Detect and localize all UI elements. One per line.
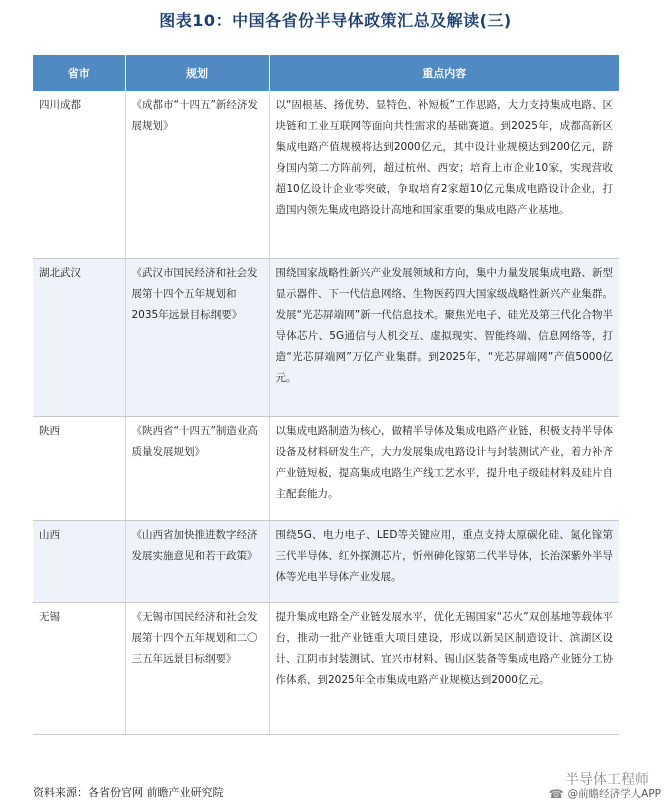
table-row <box>33 602 619 734</box>
cell-plan: 《无锡市国民经济和社会发展第十四个五年规划和二〇三五年远景目标纲要》 <box>125 602 269 734</box>
cell-province: 四川成都 <box>33 91 125 258</box>
cell-content: 以“固根基、扬优势、显特色、补短板”工作思路，大力支持集成电路、区块链和工业互联网等面向共性需求的基础赛道。到2025年，成都高新区集成电路产值规模将达到2000亿元，其中设计业规模达到200亿元，跻身国内第二方阵前列，超过杭州、西安；培育上市企业10家，实现营收超10亿设计企业零突破，争取培育2家超10亿元集成电路设计企业，打造国内领先集成电路设计高地和国家重要的集成电路产业基地。 <box>269 91 619 258</box>
table-row <box>33 258 619 416</box>
table-row <box>33 416 619 520</box>
cell-plan: 《成都市“十四五”新经济发展规划》 <box>125 91 269 258</box>
wechat-icon: ☎ <box>548 786 564 801</box>
chart-title: 图表10：中国各省份半导体政策汇总及解读(三) <box>159 11 512 30</box>
source-note: 资料来源：各省份官网 前瞻产业研究院 <box>33 786 224 799</box>
cell-content: 围绕5G、电力电子、LED等关键应用，重点支持太原碳化硅、氮化镓第三代半导体、红外探测芯片，忻州砷化镓第二代半导体，长治深紫外半导体等光电半导体产业发展。 <box>269 520 619 602</box>
cell-content: 提升集成电路全产业链发展水平，优化无锡国家“芯火”双创基地等载体平台，推动一批产业链重大项目建设，形成以新吴区制造设计、滨湖区设计、江阴市封装测试、宜兴市材料、锡山区装备等集成电路产业链分工协作体系，到2025年全市集成电路产业规模达到2000亿元。 <box>269 602 619 734</box>
header-content: 重点内容 <box>269 55 619 91</box>
cell-plan: 《武汉市国民经济和社会发展第十四个五年规划和2035年远景目标纲要》 <box>125 258 269 416</box>
cell-province: 山西 <box>33 520 125 602</box>
cell-province: 湖北武汉 <box>33 258 125 416</box>
cell-plan: 《陕西省“十四五”制造业高质量发展规划》 <box>125 416 269 520</box>
header-plan: 规划 <box>125 55 269 91</box>
table-header-row <box>33 55 619 91</box>
table-row <box>33 520 619 602</box>
cell-province: 陕西 <box>33 416 125 520</box>
cell-content: 围绕国家战略性新兴产业发展领域和方向，集中力量发展集成电路、新型显示器件、下一代信息网络、生物医药四大国家级战略性新兴产业集群。发展“光芯屏端网”新一代信息技术。聚焦光电子、硅光及第三代化合物半导体芯片、5G通信与人机交互、虚拟现实、智能终端、信息网络等，打造“光芯屏端网”万亿产业集群。到2025年，“光芯屏端网”产值5000亿元。 <box>269 258 619 416</box>
cell-province: 无锡 <box>33 602 125 734</box>
policy-table <box>33 55 619 735</box>
header-province: 省市 <box>33 55 125 91</box>
cell-content: 以集成电路制造为核心，做精半导体及集成电路产业链，积极支持半导体设备及材料研发生产，大力发展集成电路设计与封装测试产业，着力补齐产业链短板，提高集成电路生产线工艺水平，提升电子级硅材料及硅片自主配套能力。 <box>269 416 619 520</box>
brand-name: 半导体工程师 <box>565 772 649 788</box>
cell-plan: 《山西省加快推进数字经济发展实施意见和若干政策》 <box>125 520 269 602</box>
brand-sub: @前瞻经济学人APP <box>567 788 661 800</box>
table-row <box>33 91 619 258</box>
